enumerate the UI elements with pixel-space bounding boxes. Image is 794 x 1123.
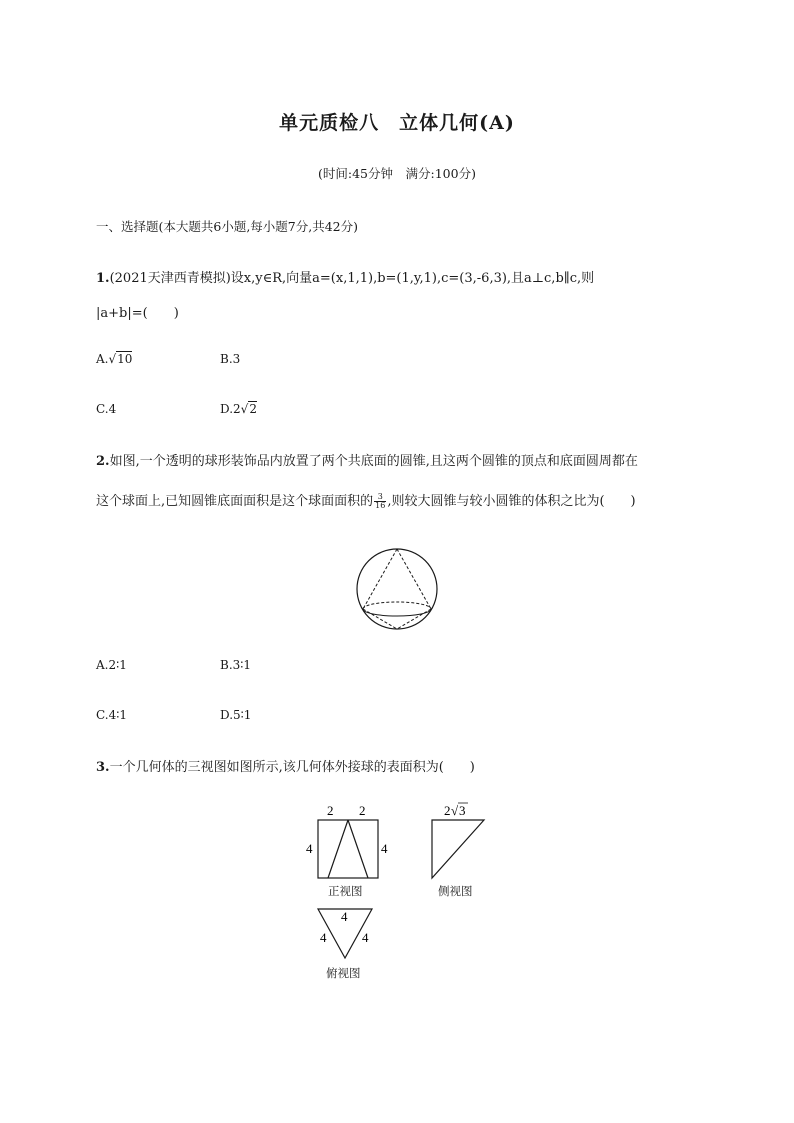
front-view-caption: 正视图 <box>328 884 363 898</box>
title-part-2: 立体几何(A) <box>399 112 515 134</box>
question-1-text: (2021天津西青模拟)设x,y∈R,向量a=(x,1,1),b=(1,y,1),c=(3,-6,3),且a⊥c,b∥c,则 <box>109 271 595 286</box>
question-2-option-a: A.2∶1 <box>96 658 127 672</box>
side-top-radicand: 3 <box>459 803 466 818</box>
top-top-label: 4 <box>341 909 348 924</box>
top-view-figure <box>310 904 380 964</box>
front-top-right-label: 2 <box>359 803 366 818</box>
title-part-1: 单元质检八 <box>279 112 380 134</box>
fraction: $\frac{3}{16}$ <box>375 492 386 510</box>
question-2-option-b: B.3∶1 <box>220 658 252 672</box>
side-view-figure <box>420 800 500 880</box>
option-d-radicand: 2 <box>249 402 257 416</box>
question-1-number: 1. <box>96 271 110 286</box>
question-3-number: 3. <box>96 760 110 775</box>
option-a-radicand: 10 <box>117 352 133 366</box>
question-1-option-b: B.3 <box>220 352 241 366</box>
question-2-line-1 <box>96 450 638 469</box>
question-1-option-d: D.2√2 <box>220 402 257 416</box>
question-2-option-c: C.4∶1 <box>96 708 127 722</box>
front-left-label: 4 <box>306 841 313 856</box>
exam-info: (时间:45分钟 满分:100分) <box>318 166 476 181</box>
question-1-line-2: |a+b|=( ) <box>96 306 179 321</box>
top-left-label: 4 <box>320 930 327 945</box>
page-title <box>0 108 794 135</box>
side-top-prefix: 2 <box>444 803 451 818</box>
question-2-line-2: 这个球面上,已知圆锥底面面积是这个球面面积的 $\frac{3}{16}$ ,则较大圆锥与较小圆锥的体积之比为( ) <box>96 492 636 510</box>
question-2-number: 2. <box>96 454 110 469</box>
top-view-caption: 俯视图 <box>326 966 361 980</box>
front-top-left-label: 2 <box>327 803 334 818</box>
question-3-line-1 <box>96 756 475 775</box>
side-view-caption: 侧视图 <box>438 884 473 898</box>
front-right-label: 4 <box>381 841 388 856</box>
question-3-text: 一个几何体的三视图如图所示,该几何体外接球的表面积为( ) <box>109 760 475 775</box>
question-1-option-c: C.4 <box>96 402 117 416</box>
question-1-option-a: A.√10 <box>96 352 133 366</box>
question-2-option-d: D.5∶1 <box>220 708 252 722</box>
sqrt-symbol: √ <box>451 803 459 818</box>
sphere-cones-figure <box>353 545 443 635</box>
front-view-figure <box>300 800 400 880</box>
section-heading: 一、选择题(本大题共6小题,每小题7分,共42分) <box>96 219 359 234</box>
question-2-text: 如图,一个透明的球形装饰品内放置了两个共底面的圆锥,且这两个圆锥的顶点和底面圆周都在 <box>109 454 638 469</box>
question-1-line-1 <box>96 267 594 286</box>
top-right-label: 4 <box>362 930 369 945</box>
